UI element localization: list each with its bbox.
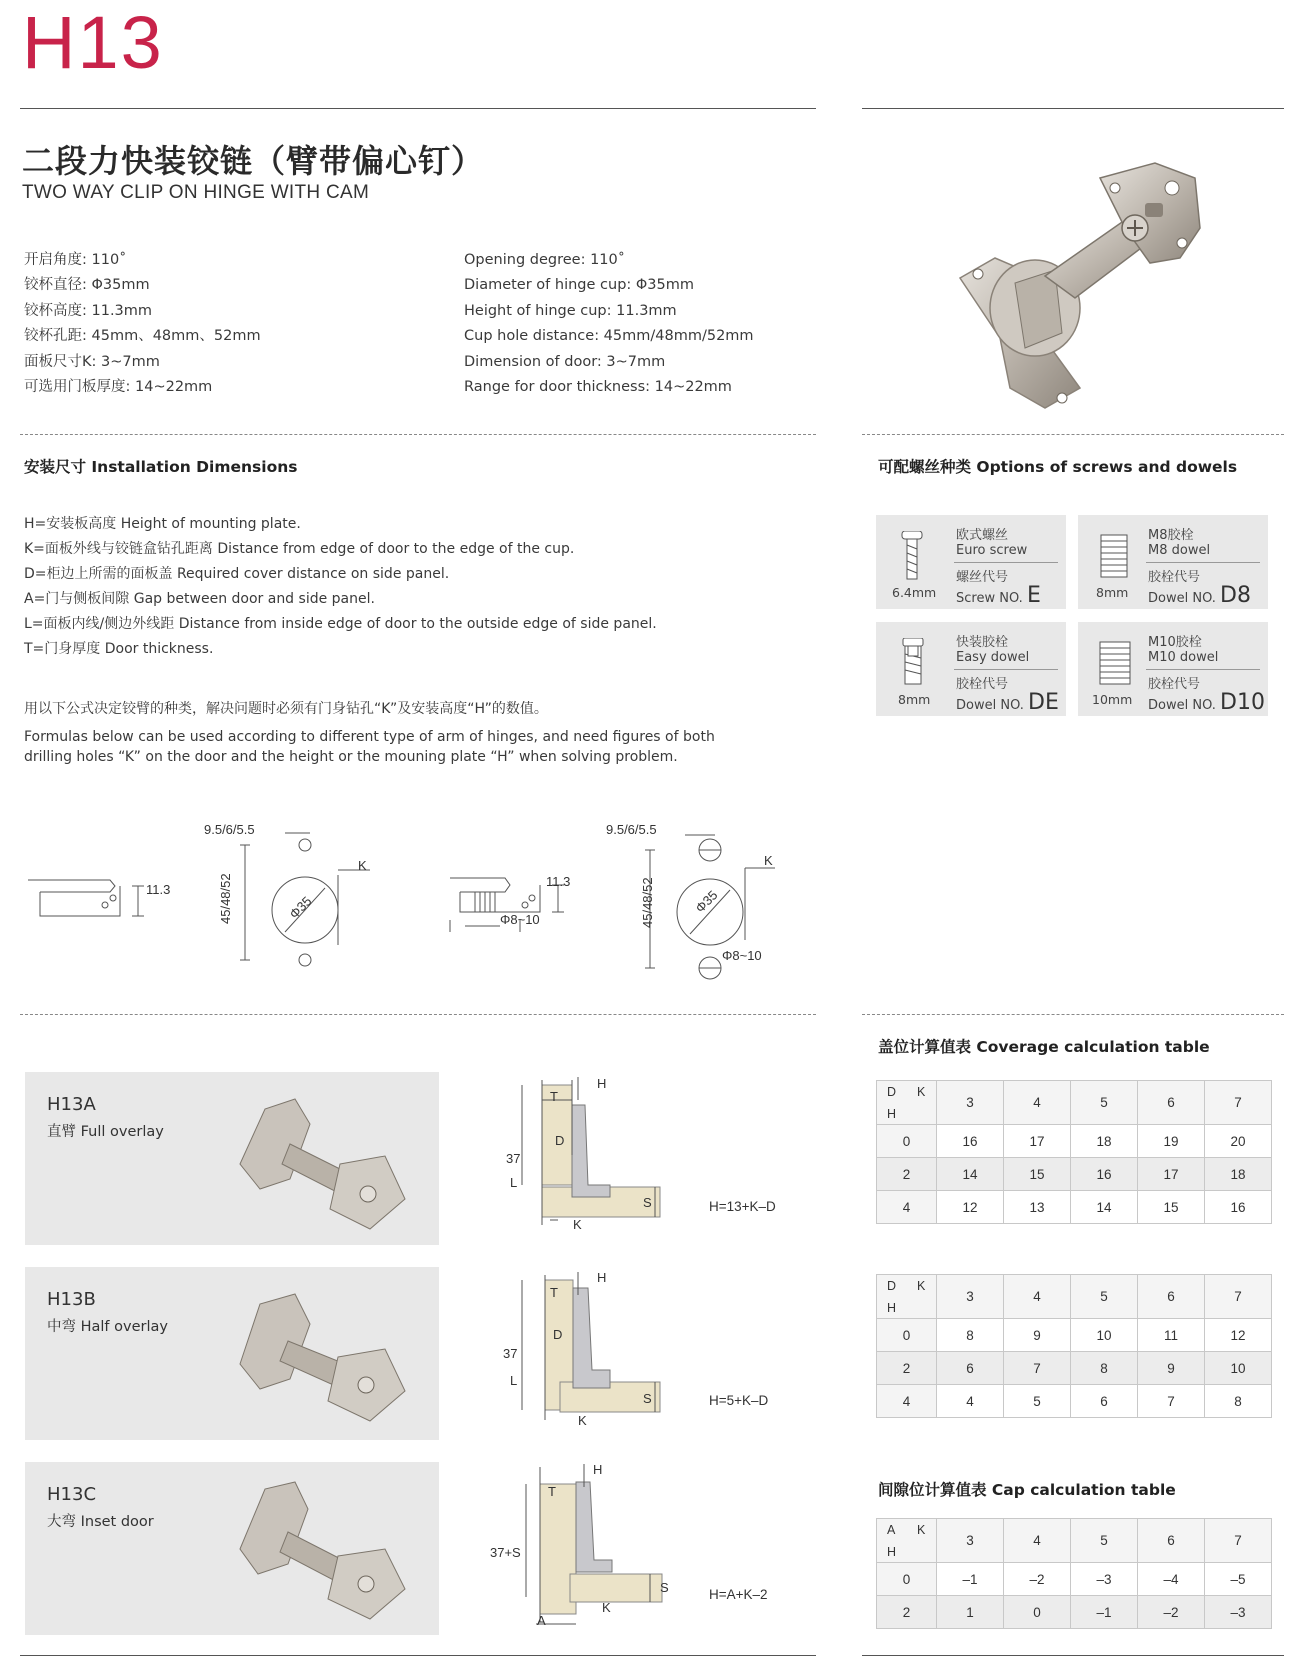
table-cell: –4 bbox=[1138, 1563, 1205, 1596]
variant-code: H13C bbox=[47, 1484, 97, 1505]
table-row bbox=[877, 1125, 1272, 1158]
m10-card-divider bbox=[1146, 669, 1260, 670]
spec-en: Dimension of door: 3~7mm bbox=[464, 353, 666, 370]
table-cell: 18 bbox=[1071, 1125, 1138, 1158]
divider-dashed-left-1 bbox=[20, 434, 816, 435]
spec-en: Opening degree: 110˚ bbox=[464, 252, 625, 268]
table-cell: 4 bbox=[937, 1385, 1004, 1418]
screw-code-label-cn: 螺丝代号 bbox=[956, 570, 1009, 585]
variant-desc: 大弯 Inset door bbox=[47, 1514, 154, 1530]
easy-code-label-cn: 胶栓代号 bbox=[956, 677, 1009, 692]
table-cell: 8 bbox=[1205, 1385, 1272, 1418]
definition-l: L=面板内线/侧边外线距 Distance from inside edge of door to the outside edge of side panel. bbox=[24, 616, 657, 632]
section-label-k: K bbox=[573, 1217, 582, 1232]
cup-height-label-2: 11.3 bbox=[546, 874, 571, 889]
cup-height-label: 11.3 bbox=[146, 882, 171, 897]
table-cell: 20 bbox=[1205, 1125, 1272, 1158]
variant-panel-h13c bbox=[25, 1462, 439, 1635]
table-cell: –3 bbox=[1071, 1563, 1138, 1596]
table-corner bbox=[877, 1275, 937, 1319]
table-cell: 7 bbox=[1138, 1385, 1205, 1418]
coverage-table-1 bbox=[876, 1080, 1272, 1224]
m8-dowel-icon bbox=[1098, 533, 1130, 579]
section-label-d: D bbox=[555, 1133, 565, 1148]
corner-a: A bbox=[887, 1523, 896, 1537]
dowel-label: Φ8~10 bbox=[500, 912, 540, 927]
h-value: 2 bbox=[877, 1158, 937, 1191]
spec-cn: 可选用门板厚度: 14~22mm bbox=[24, 379, 213, 396]
divider-dashed-right-1 bbox=[862, 434, 1284, 435]
h-value: 4 bbox=[877, 1385, 937, 1418]
k-header: 5 bbox=[1071, 1519, 1138, 1563]
m10-code-label-en: Dowel NO. bbox=[1148, 698, 1216, 713]
m10-code-value: D10 bbox=[1220, 690, 1265, 715]
definition-a: A=门与侧板间隙 Gap between door and side panel. bbox=[24, 591, 375, 607]
table-cell: 13 bbox=[1004, 1191, 1071, 1224]
spec-cn: 铰杯高度: 11.3mm bbox=[24, 302, 153, 319]
section-label-d: D bbox=[553, 1327, 563, 1342]
k-header: 5 bbox=[1071, 1081, 1138, 1125]
table-cell: 6 bbox=[937, 1352, 1004, 1385]
h-value: 2 bbox=[877, 1352, 937, 1385]
table-cell: –1 bbox=[1071, 1596, 1138, 1629]
k-header: 6 bbox=[1138, 1519, 1205, 1563]
hinge-product-image bbox=[950, 158, 1250, 418]
k-label-2: K bbox=[764, 853, 773, 868]
table-row bbox=[877, 1158, 1272, 1191]
m10-code bbox=[1148, 690, 1265, 715]
section-label-k: K bbox=[578, 1413, 587, 1428]
spec-cn: 铰杯直径: Φ35mm bbox=[24, 277, 150, 294]
definition-d: D=柜边上所需的面板盖 Required cover distance on side panel. bbox=[24, 566, 450, 582]
corner-d: D bbox=[887, 1085, 897, 1099]
m10-code-label-cn: 胶栓代号 bbox=[1148, 677, 1201, 692]
easy-code-value: DE bbox=[1028, 690, 1059, 715]
corner-h: H bbox=[887, 1107, 897, 1121]
k-header: 7 bbox=[1205, 1519, 1272, 1563]
install-heading: 安装尺寸 Installation Dimensions bbox=[24, 458, 298, 476]
table-cell: 5 bbox=[1004, 1385, 1071, 1418]
dowel-code-label-en: Dowel NO. bbox=[1148, 591, 1216, 606]
model-title: H13 bbox=[22, 1, 164, 84]
k-header: 6 bbox=[1138, 1081, 1205, 1125]
product-title-cn: 二段力快装铰链（臂带偏心钉） bbox=[22, 142, 485, 180]
dowel-code-value: D8 bbox=[1220, 583, 1251, 608]
variant-panel-h13a bbox=[25, 1072, 439, 1245]
variant-desc: 直臂 Full overlay bbox=[47, 1124, 164, 1140]
install-definitions bbox=[24, 512, 814, 662]
easy-code-label-en: Dowel NO. bbox=[956, 698, 1024, 713]
table-cell: 14 bbox=[1071, 1191, 1138, 1224]
offset-label-2: 9.5/6/5.5 bbox=[606, 822, 657, 837]
cup-diameter-label-2: Φ35 bbox=[692, 887, 721, 916]
definition-h: H=安装板高度 Height of mounting plate. bbox=[24, 516, 301, 532]
spec-en: Cup hole distance: 45mm/48mm/52mm bbox=[464, 328, 754, 345]
table-cell: 10 bbox=[1205, 1352, 1272, 1385]
section-label-t: T bbox=[550, 1285, 558, 1300]
table-cell: –2 bbox=[1004, 1563, 1071, 1596]
table-cell: –2 bbox=[1138, 1596, 1205, 1629]
k-header: 5 bbox=[1071, 1275, 1138, 1319]
screw-name-en: Euro screw bbox=[956, 543, 1028, 558]
variant-code: H13B bbox=[47, 1289, 96, 1310]
hole-distance-label: 45/48/52 bbox=[218, 873, 233, 924]
table-row bbox=[877, 1385, 1272, 1418]
formula-note-cn: 用以下公式决定铰臂的种类，解决问题时必须有门身钻孔“K”及安装高度“H”的数值。 bbox=[24, 701, 548, 717]
m10-name-en: M10 dowel bbox=[1148, 650, 1219, 665]
variant-formula: H=A+K–2 bbox=[709, 1587, 768, 1602]
section-dim-left: 37 bbox=[503, 1346, 518, 1361]
screw-size: 6.4mm bbox=[892, 585, 937, 600]
variant-code: H13A bbox=[47, 1094, 96, 1115]
table-cell: 15 bbox=[1004, 1158, 1071, 1191]
specs-en bbox=[464, 248, 844, 400]
product-title-en: TWO WAY CLIP ON HINGE WITH CAM bbox=[22, 182, 370, 203]
dowel-name-en: M8 dowel bbox=[1148, 543, 1211, 558]
dowel-size: 8mm bbox=[1096, 585, 1129, 600]
offset-label: 9.5/6/5.5 bbox=[204, 822, 255, 837]
table-cell: 16 bbox=[1205, 1191, 1272, 1224]
section-label-h: H bbox=[593, 1462, 603, 1477]
h-value: 0 bbox=[877, 1125, 937, 1158]
table-cell: 0 bbox=[1004, 1596, 1071, 1629]
table-cell: 9 bbox=[1004, 1319, 1071, 1352]
corner-h: H bbox=[887, 1301, 897, 1315]
table-cell: 6 bbox=[1071, 1385, 1138, 1418]
section-label-t: T bbox=[550, 1089, 558, 1104]
k-header: 6 bbox=[1138, 1275, 1205, 1319]
variant-panel-h13b bbox=[25, 1267, 439, 1440]
divider-bottom-right bbox=[862, 1655, 1284, 1656]
screw-code bbox=[956, 583, 1041, 608]
spec-en: Diameter of hinge cup: Φ35mm bbox=[464, 277, 695, 294]
table-cell: 17 bbox=[1138, 1158, 1205, 1191]
easy-dowel-icon bbox=[898, 638, 928, 688]
easy-card-divider bbox=[954, 669, 1058, 670]
k-header: 3 bbox=[937, 1275, 1004, 1319]
corner-k: K bbox=[917, 1523, 926, 1537]
easy-dowel-name-en: Easy dowel bbox=[956, 650, 1030, 665]
table-cell: 1 bbox=[937, 1596, 1004, 1629]
screws-heading: 可配螺丝种类 Options of screws and dowels bbox=[878, 458, 1238, 476]
h-value: 0 bbox=[877, 1319, 937, 1352]
section-diagram-h13b bbox=[500, 1270, 680, 1440]
table-cell: 7 bbox=[1004, 1352, 1071, 1385]
divider-bottom-left bbox=[20, 1655, 816, 1656]
h-value: 2 bbox=[877, 1596, 937, 1629]
definition-t: T=门身厚度 Door thickness. bbox=[24, 641, 214, 657]
section-label-a: A bbox=[537, 1613, 546, 1628]
euro-screw-icon bbox=[898, 531, 926, 581]
spec-cn: 面板尺寸K: 3~7mm bbox=[24, 353, 160, 370]
dowel-code bbox=[1148, 583, 1251, 608]
section-label-t: T bbox=[548, 1484, 556, 1499]
table-row bbox=[877, 1596, 1272, 1629]
formula-note-en-line1: Formulas below can be used according to different type of arm of hinges, and need figures of both bbox=[24, 729, 715, 745]
table-row bbox=[877, 1319, 1272, 1352]
cup-diameter-label: Φ35 bbox=[286, 893, 315, 922]
section-diagram-h13c bbox=[500, 1462, 680, 1632]
section-label-s: S bbox=[643, 1391, 652, 1406]
corner-h: H bbox=[887, 1545, 897, 1559]
corner-k: K bbox=[917, 1085, 926, 1099]
table-cell: 16 bbox=[1071, 1158, 1138, 1191]
corner-k: K bbox=[917, 1279, 926, 1293]
table-cell: 14 bbox=[937, 1158, 1004, 1191]
k-header: 4 bbox=[1004, 1275, 1071, 1319]
cap-table bbox=[876, 1518, 1272, 1629]
divider-dashed-right-2 bbox=[862, 1014, 1284, 1015]
table-row bbox=[877, 1563, 1272, 1596]
divider-top-left bbox=[20, 108, 816, 109]
formula-note-en bbox=[24, 727, 814, 767]
table-cell: –5 bbox=[1205, 1563, 1272, 1596]
table-cell: 9 bbox=[1138, 1352, 1205, 1385]
k-header: 4 bbox=[1004, 1519, 1071, 1563]
screw-card-divider bbox=[954, 562, 1058, 563]
table-cell: 8 bbox=[1071, 1352, 1138, 1385]
k-label: K bbox=[358, 858, 367, 873]
k-header: 7 bbox=[1205, 1081, 1272, 1125]
h-value: 4 bbox=[877, 1191, 937, 1224]
table-row bbox=[877, 1191, 1272, 1224]
table-cell: 8 bbox=[937, 1319, 1004, 1352]
k-header: 3 bbox=[937, 1081, 1004, 1125]
screw-card-m8 bbox=[1078, 515, 1268, 609]
corner-d: D bbox=[887, 1279, 897, 1293]
section-label-h: H bbox=[597, 1270, 607, 1285]
table-cell: 19 bbox=[1138, 1125, 1205, 1158]
k-header: 7 bbox=[1205, 1275, 1272, 1319]
table-cell: –3 bbox=[1205, 1596, 1272, 1629]
table-cell: –1 bbox=[937, 1563, 1004, 1596]
easy-code bbox=[956, 690, 1059, 715]
table-row bbox=[877, 1352, 1272, 1385]
dowel-name-cn: M8胶栓 bbox=[1148, 528, 1194, 543]
spec-cn: 铰杯孔距: 45mm、48mm、52mm bbox=[24, 328, 261, 345]
m10-name-cn: M10胶栓 bbox=[1148, 635, 1202, 650]
coverage-table-2 bbox=[876, 1274, 1272, 1418]
coverage-heading: 盖位计算值表 Coverage calculation table bbox=[878, 1038, 1210, 1056]
easy-dowel-name-cn: 快装胶栓 bbox=[956, 635, 1009, 650]
spec-cn: 开启角度: 110˚ bbox=[24, 252, 127, 268]
screw-name-cn: 欧式螺丝 bbox=[956, 528, 1009, 543]
variant-formula: H=13+K–D bbox=[709, 1199, 776, 1214]
table-corner bbox=[877, 1081, 937, 1125]
section-dim-left: 37+S bbox=[490, 1545, 521, 1560]
table-cell: 16 bbox=[937, 1125, 1004, 1158]
divider-dashed-left-2 bbox=[20, 1014, 816, 1015]
dowel-label-2: Φ8~10 bbox=[722, 948, 762, 963]
hinge-h13a-image bbox=[220, 1084, 430, 1234]
table-cell: 12 bbox=[1205, 1319, 1272, 1352]
section-dim-left: 37 bbox=[506, 1151, 521, 1166]
screw-code-value: E bbox=[1026, 583, 1041, 608]
k-header: 4 bbox=[1004, 1081, 1071, 1125]
table-corner bbox=[877, 1519, 937, 1563]
m10-dowel-icon bbox=[1098, 640, 1132, 686]
m10-size: 10mm bbox=[1092, 692, 1133, 707]
formula-note-en-line2: drilling holes “K” on the door and the height or the mouning plate “H” when solving problem. bbox=[24, 749, 678, 765]
table-cell: 18 bbox=[1205, 1158, 1272, 1191]
hinge-h13c-image bbox=[220, 1474, 430, 1624]
k-header: 3 bbox=[937, 1519, 1004, 1563]
section-label-s: S bbox=[660, 1580, 669, 1595]
spec-en: Range for door thickness: 14~22mm bbox=[464, 379, 732, 396]
spec-en: Height of hinge cup: 11.3mm bbox=[464, 302, 677, 319]
table-cell: 15 bbox=[1138, 1191, 1205, 1224]
table-cell: 17 bbox=[1004, 1125, 1071, 1158]
screw-card-easy bbox=[876, 622, 1066, 716]
specs-cn bbox=[24, 248, 424, 400]
section-diagram-h13a bbox=[500, 1075, 680, 1245]
easy-dowel-size: 8mm bbox=[898, 692, 931, 707]
divider-top-right bbox=[862, 108, 1284, 109]
section-label-l: L bbox=[510, 1175, 518, 1190]
table-cell: 11 bbox=[1138, 1319, 1205, 1352]
cap-heading: 间隙位计算值表 Cap calculation table bbox=[878, 1481, 1176, 1499]
section-label-k: K bbox=[602, 1600, 611, 1615]
section-label-h: H bbox=[597, 1076, 607, 1091]
section-label-s: S bbox=[643, 1195, 652, 1210]
table-cell: 10 bbox=[1071, 1319, 1138, 1352]
screw-card-m10 bbox=[1078, 622, 1268, 716]
variant-formula: H=5+K–D bbox=[709, 1393, 769, 1408]
h-value: 0 bbox=[877, 1563, 937, 1596]
dowel-card-divider bbox=[1146, 562, 1260, 563]
screw-card-euro bbox=[876, 515, 1066, 609]
section-label-l: L bbox=[510, 1373, 518, 1388]
variant-desc: 中弯 Half overlay bbox=[47, 1319, 168, 1335]
hinge-h13b-image bbox=[220, 1279, 430, 1429]
definition-k: K=面板外线与铰链盒钻孔距离 Distance from edge of door to the edge of the cup. bbox=[24, 541, 575, 557]
table-cell: 12 bbox=[937, 1191, 1004, 1224]
dowel-code-label-cn: 胶栓代号 bbox=[1148, 570, 1201, 585]
hole-distance-label-2: 45/48/52 bbox=[640, 877, 655, 928]
screw-code-label-en: Screw NO. bbox=[956, 591, 1023, 606]
